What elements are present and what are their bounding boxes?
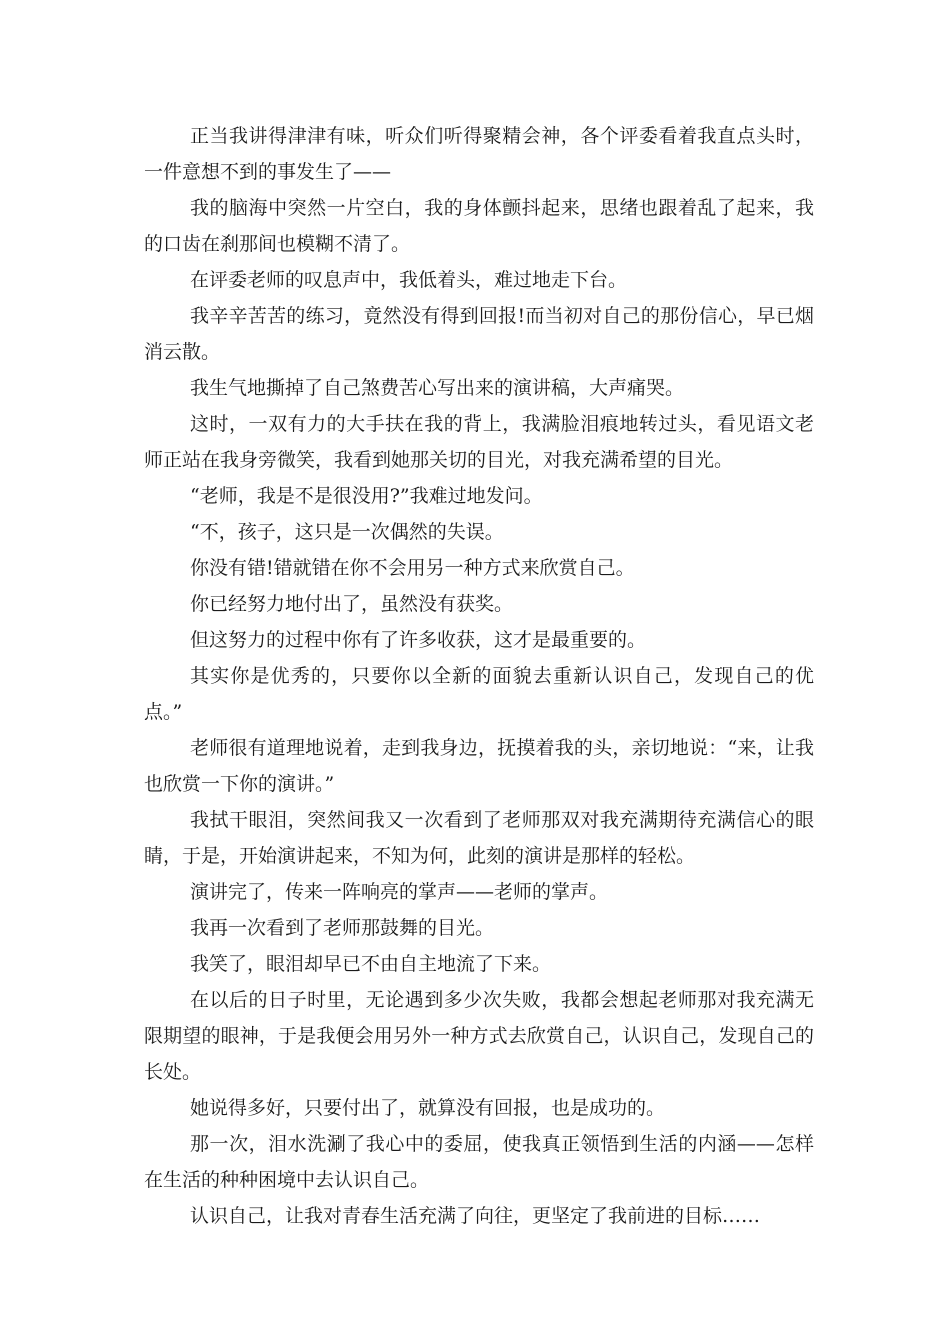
paragraph: 在以后的日子时里，无论遇到多少次失败，我都会想起老师那对我充满无限期望的眼神，于是我便会用另外一种方式去欣赏自己，认识自己，发现自己的长处。 bbox=[144, 989, 814, 1083]
paragraph: 认识自己，让我对青春生活充满了向往，更坚定了我前进的目标…… bbox=[190, 1205, 761, 1227]
paragraph: 其实你是优秀的，只要你以全新的面貌去重新认识自己，发现自己的优点。” bbox=[144, 665, 814, 723]
paragraph: 我辛辛苦苦的练习，竟然没有得到回报!而当初对自己的那份信心，早已烟消云散。 bbox=[144, 305, 814, 363]
paragraph: 你已经努力地付出了，虽然没有获奖。 bbox=[190, 593, 514, 615]
paragraph: 她说得多好，只要付出了，就算没有回报，也是成功的。 bbox=[190, 1097, 666, 1119]
paragraph: 老师很有道理地说着，走到我身边，抚摸着我的头，亲切地说：“来，让我也欣赏一下你的演讲。” bbox=[144, 737, 814, 795]
paragraph: 我笑了，眼泪却早已不由自主地流了下来。 bbox=[190, 953, 552, 975]
paragraph: 我的脑海中突然一片空白，我的身体颤抖起来，思绪也跟着乱了起来，我的口齿在刹那间也模糊不清了。 bbox=[144, 197, 814, 255]
paragraph: 正当我讲得津津有味，听众们听得聚精会神，各个评委看着我直点头时，一件意想不到的事发生了—— bbox=[144, 125, 814, 183]
document-body bbox=[144, 118, 814, 1234]
paragraph: 你没有错!错就错在你不会用另一种方式来欣赏自己。 bbox=[190, 557, 635, 579]
paragraph: 我再一次看到了老师那鼓舞的目光。 bbox=[190, 917, 495, 939]
paragraph: 我拭干眼泪，突然间我又一次看到了老师那双对我充满期待充满信心的眼睛，于是，开始演讲起来，不知为何，此刻的演讲是那样的轻松。 bbox=[144, 809, 814, 867]
paragraph: “老师，我是不是很没用?”我难过地发问。 bbox=[190, 485, 543, 507]
paragraph: 我生气地撕掉了自己煞费苦心写出来的演讲稿，大声痛哭。 bbox=[190, 377, 685, 399]
paragraph: 演讲完了，传来一阵响亮的掌声——老师的掌声。 bbox=[190, 881, 609, 903]
paragraph: 但这努力的过程中你有了许多收获，这才是最重要的。 bbox=[190, 629, 647, 651]
paragraph: “不，孩子，这只是一次偶然的失误。 bbox=[190, 521, 504, 543]
paragraph: 在评委老师的叹息声中，我低着头，难过地走下台。 bbox=[190, 269, 628, 291]
paragraph: 那一次，泪水洗涮了我心中的委屈，使我真正领悟到生活的内涵——怎样在生活的种种困境中去认识自己。 bbox=[144, 1133, 814, 1191]
paragraph: 这时，一双有力的大手扶在我的背上，我满脸泪痕地转过头，看见语文老师正站在我身旁微笑，我看到她那关切的目光，对我充满希望的目光。 bbox=[144, 413, 814, 471]
